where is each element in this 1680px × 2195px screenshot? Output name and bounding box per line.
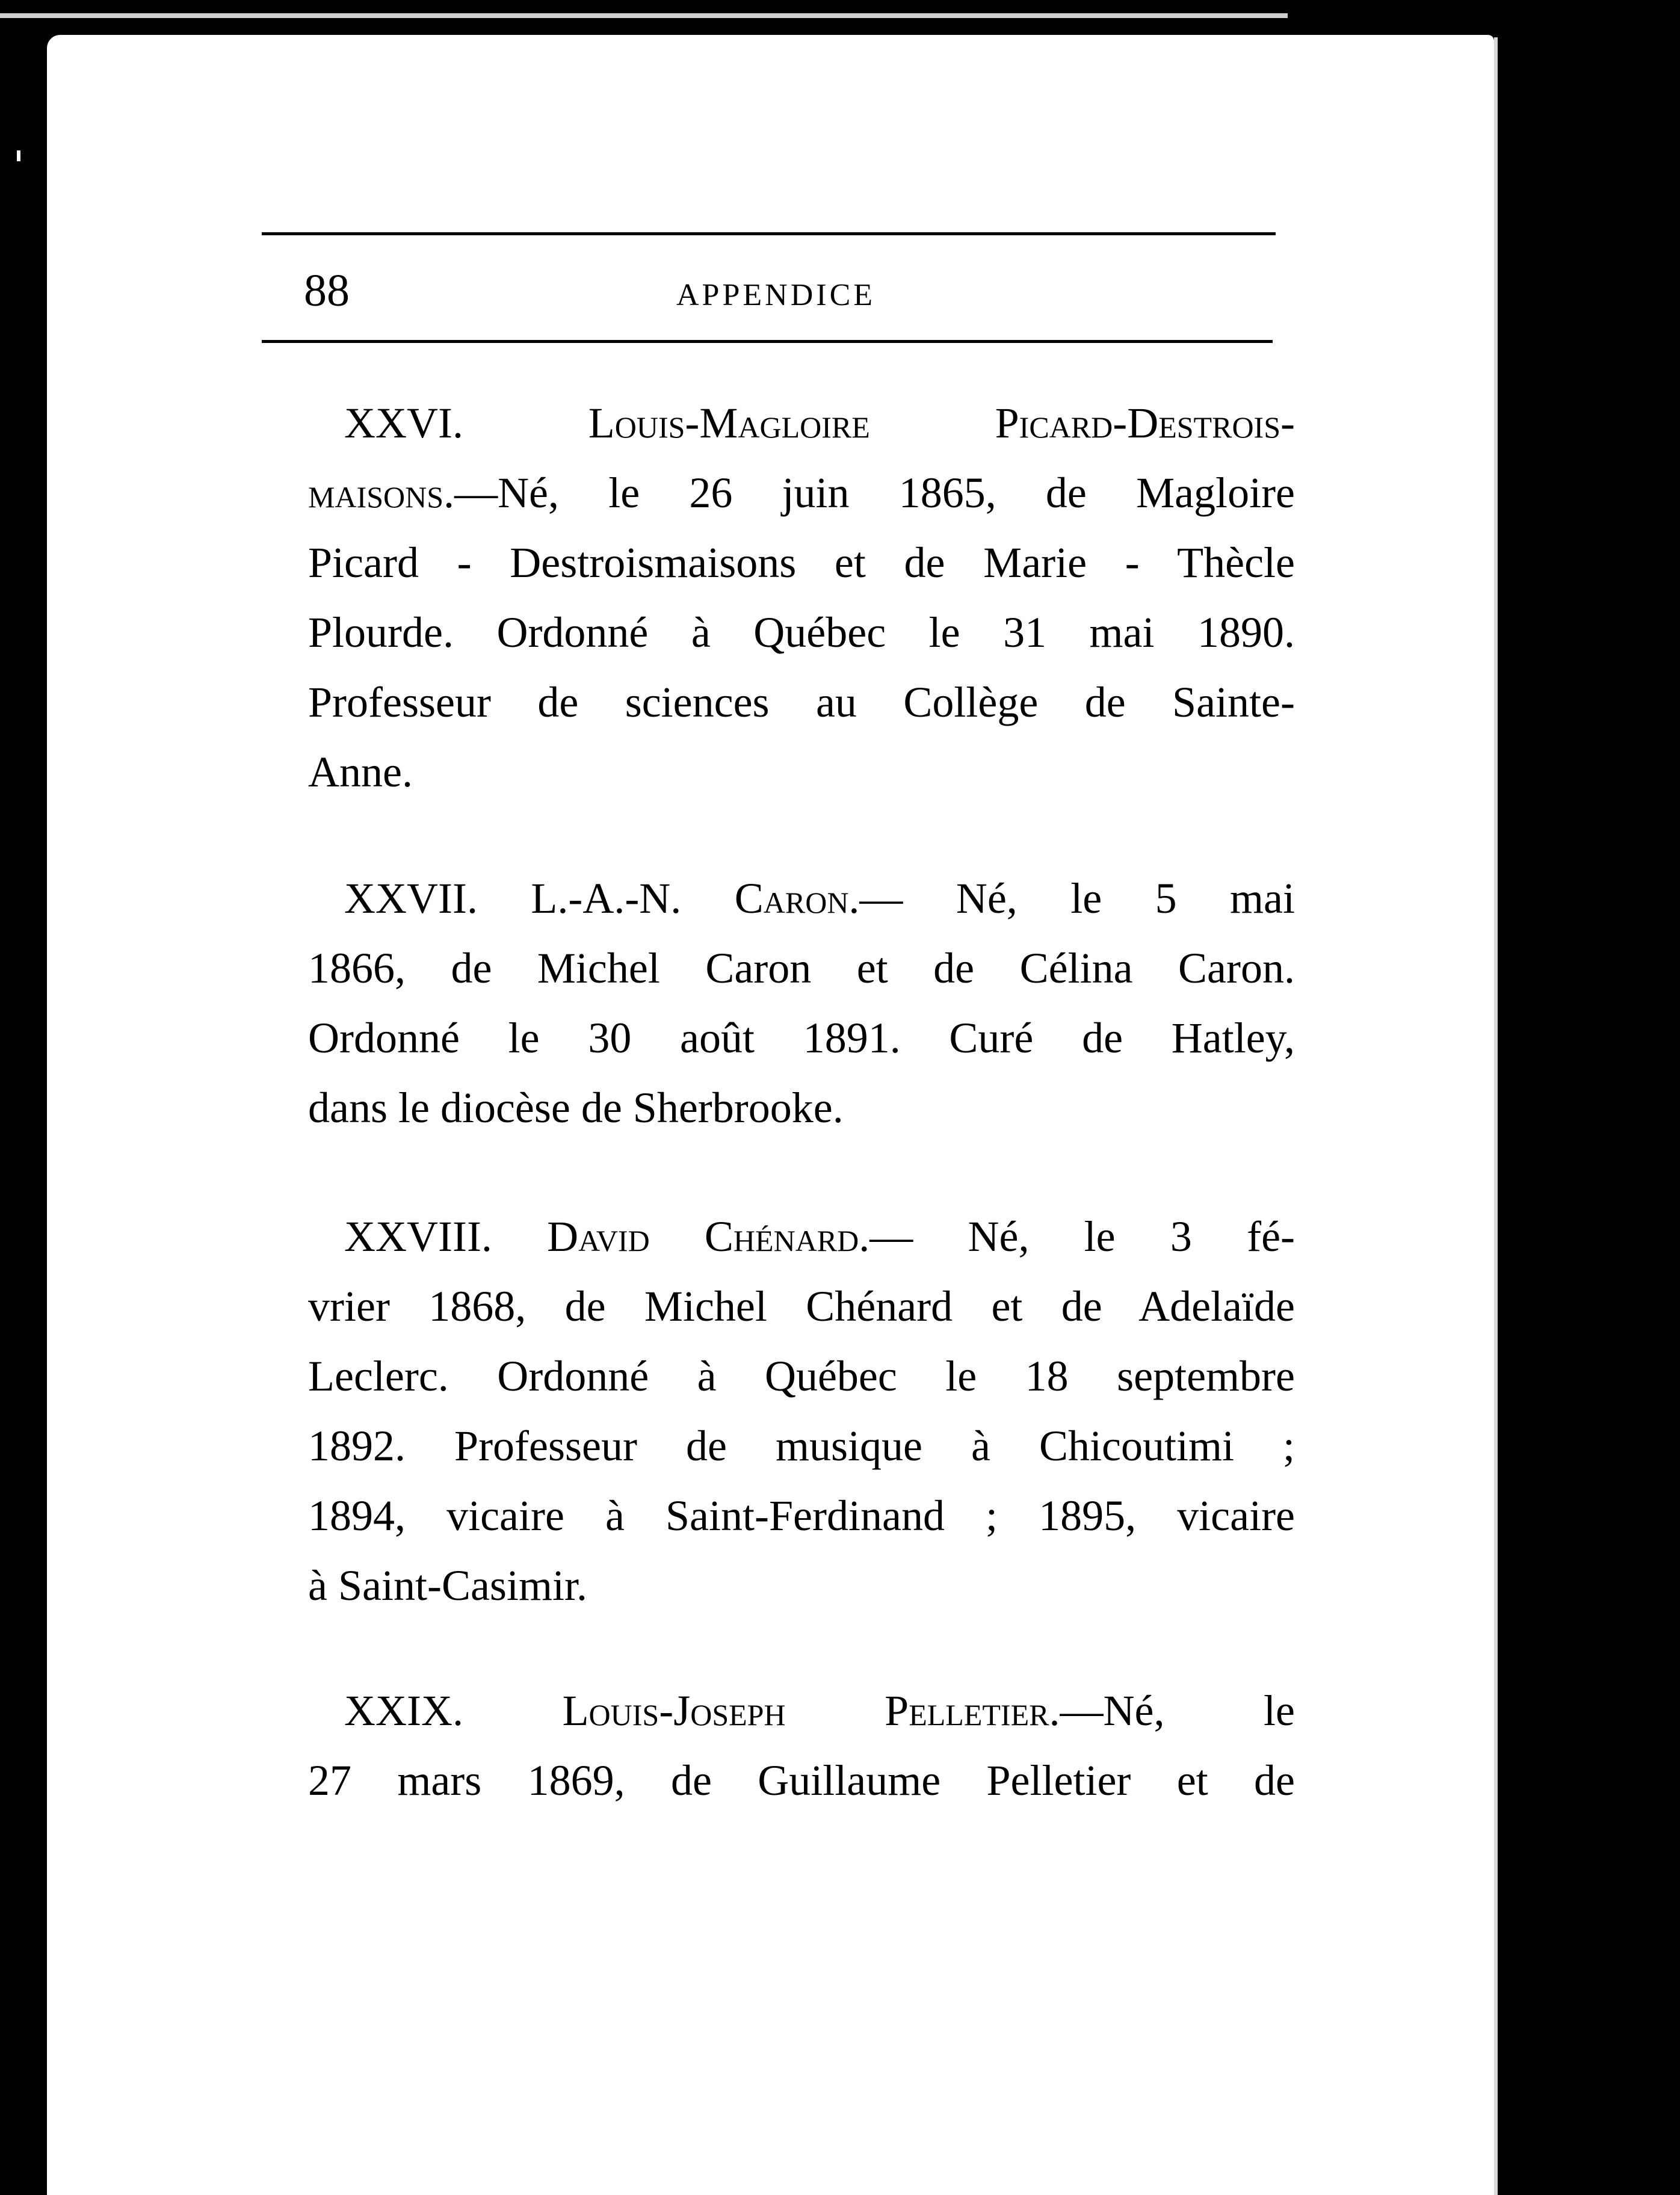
entry-xxvii (308, 863, 1295, 1143)
entry-line (308, 1676, 1295, 1746)
entry-line: vrier 1868, de Michel Chénard et de Adelaïde (308, 1282, 1295, 1330)
entry-line: dans le diocèse de Sherbrooke. (308, 1084, 844, 1132)
entry-line: Anne. (308, 748, 413, 796)
entry-name: Louis-Magloire Picard-Destrois- (588, 399, 1295, 447)
header-rule-top (262, 232, 1276, 235)
entry-line (308, 863, 1295, 933)
entry-line: Ordonné le 30 août 1891. Curé de Hatley, (308, 1014, 1295, 1062)
scan-speck (1528, 197, 1560, 202)
entry-name: Louis-Joseph Pelletier. (562, 1687, 1060, 1735)
header-rule-bottom (262, 340, 1273, 343)
entry-line: Picard - Destroismaisons et de Marie - Thècle (308, 539, 1295, 587)
scan-speck (1595, 1704, 1598, 1716)
scan-speck (1592, 552, 1595, 564)
running-title: APPENDICE (676, 278, 876, 312)
entry-line (308, 1202, 1295, 1271)
entry-line: 1866, de Michel Caron et de Célina Caron. (308, 944, 1295, 992)
scan-speck (1563, 1807, 1586, 1812)
scan-border-top (0, 0, 1680, 36)
entry-text: — Né, le 5 mai (859, 874, 1295, 922)
entry-name: L.-A.-N. Caron. (531, 874, 860, 922)
entry-name-continued: maisons. (308, 469, 455, 517)
page-edge (1494, 37, 1498, 2195)
entry-line (308, 388, 1295, 458)
entry-line: 1892. Professeur de musique à Chicoutimi ; (308, 1422, 1295, 1470)
entry-xxviii (308, 1202, 1295, 1620)
entry-numeral: XXVI. (344, 399, 463, 447)
entry-numeral: XXIX. (344, 1687, 463, 1735)
entry-xxvi (308, 388, 1295, 807)
scan-edge-line (0, 13, 1288, 18)
scan-speck (1504, 340, 1512, 356)
entry-text: — Né, le 3 fé- (869, 1212, 1296, 1261)
scan-speck (1551, 1503, 1575, 1514)
scan-speck (17, 150, 20, 161)
entry-line: à Saint-Casimir. (308, 1561, 587, 1610)
entry-name: David Chénard. (547, 1212, 870, 1261)
entry-line: Leclerc. Ordonné à Québec le 18 septembre (308, 1352, 1295, 1400)
entry-line: 1894, vicaire à Saint-Ferdinand ; 1895, vicaire (308, 1492, 1295, 1540)
scan-speck (1596, 338, 1599, 353)
entry-line (308, 458, 1295, 528)
entry-numeral: XXVII. (344, 874, 478, 922)
scan-speck (1536, 483, 1564, 491)
entry-numeral: XXVIII. (344, 1212, 492, 1261)
scan-speck (1598, 1919, 1601, 1933)
entry-line: 27 mars 1869, de Guillaume Pelletier et de (308, 1756, 1295, 1804)
entry-xxix (308, 1676, 1295, 1815)
entry-text: —Né, le 26 juin 1865, de Magloire (454, 469, 1295, 517)
entry-text: —Né, le (1060, 1687, 1295, 1735)
entry-line: Professeur de sciences au Collège de Sainte- (308, 678, 1295, 726)
entry-line: Plourde. Ordonné à Québec le 31 mai 1890. (308, 608, 1295, 656)
page-number: 88 (304, 265, 350, 316)
